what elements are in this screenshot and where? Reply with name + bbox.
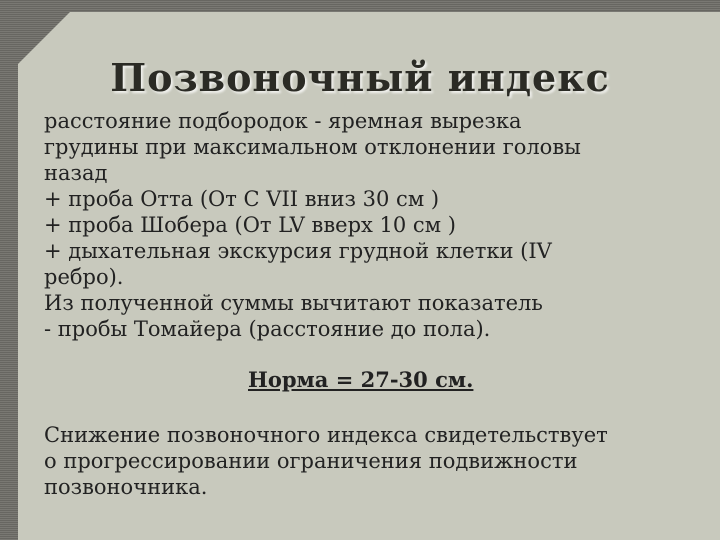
slide-title: Позвоночный индекс [110, 55, 610, 100]
body-line: + дыхательная экскурсия грудной клетки (IV [44, 239, 552, 263]
body-line: + проба Шобера (От LV вверх 10 см ) [44, 213, 456, 237]
body-line: + проба Отта (От C VII вниз 30 см ) [44, 187, 440, 211]
conclusion-line: о прогрессировании ограничения подвижности [44, 449, 578, 473]
body-text [44, 108, 694, 342]
conclusion-text [44, 422, 694, 500]
body-line: назад [44, 161, 108, 185]
body-line: - пробы Томайера (расстояние до пола). [44, 317, 491, 341]
body-line: грудины при максимальном отклонении головы [44, 135, 581, 159]
body-line: расстояние подбородок - яремная вырезка [44, 109, 522, 133]
body-line: Из полученной суммы вычитают показатель [44, 291, 543, 315]
norm-value: Норма = 27-30 см. [248, 367, 474, 392]
conclusion-line: Снижение позвоночного индекса свидетельствует [44, 423, 608, 447]
body-line: ребро). [44, 265, 124, 289]
conclusion-line: позвоночника. [44, 475, 208, 499]
